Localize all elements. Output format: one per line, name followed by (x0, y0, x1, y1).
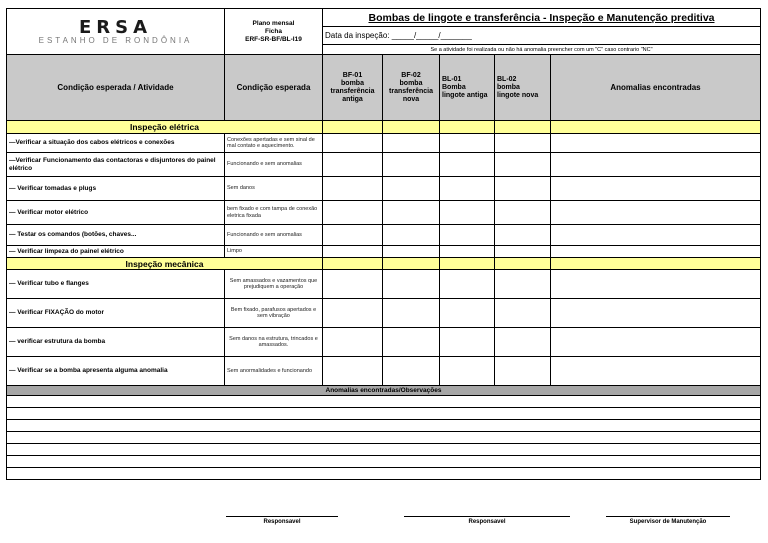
anomaly-cell[interactable] (551, 153, 761, 177)
bf01-line4: antiga (342, 95, 363, 103)
anomaly-cell[interactable] (551, 328, 761, 357)
inspection-sheet (6, 8, 760, 480)
bf02-line1: BF-02 (401, 71, 421, 79)
plan-line1: Plano mensal (252, 19, 295, 27)
check-cell[interactable] (323, 201, 383, 225)
activity-cell: —Verificar a situação dos cabos elétricos e conexões (7, 134, 225, 153)
check-cell[interactable] (440, 153, 495, 177)
section-mechanical-title: Inspeção mecânica (7, 258, 323, 270)
bf02-line3: transferência (389, 87, 433, 95)
observation-line[interactable] (7, 408, 761, 420)
bf01-line2: bomba (341, 79, 364, 87)
check-cell[interactable] (440, 299, 495, 328)
activity-cell: — Verificar tubo e flanges (7, 270, 225, 299)
activity-cell: —Verificar Funcionamento das contactoras e disjuntores do painel elétrico (7, 153, 225, 177)
check-cell[interactable] (495, 357, 551, 386)
check-cell[interactable] (383, 270, 440, 299)
col-header-bl02 (495, 55, 551, 121)
observation-line[interactable] (7, 444, 761, 456)
check-cell[interactable] (323, 225, 383, 246)
condition-cell: Sem amassados e vazamentos que prejudiquem a operação (225, 270, 323, 299)
anomaly-cell[interactable] (551, 177, 761, 201)
table-row (7, 177, 761, 201)
company-logo (7, 9, 225, 55)
form-title: Bombas de lingote e transferência - Inspeção e Manutenção preditiva (323, 9, 761, 27)
bf02-line2: bomba (399, 79, 423, 87)
check-cell[interactable] (440, 225, 495, 246)
check-cell[interactable] (383, 328, 440, 357)
logo-name: ERSA (78, 17, 153, 38)
signature-supervisor: Supervisor de Manutenção (606, 516, 730, 525)
check-cell[interactable] (440, 201, 495, 225)
anomaly-cell[interactable] (551, 357, 761, 386)
check-cell[interactable] (495, 299, 551, 328)
inspection-date-field[interactable]: Data da inspeção: _____/_____/_______ (323, 27, 761, 45)
check-cell[interactable] (495, 246, 551, 258)
observation-line[interactable] (7, 456, 761, 468)
fill-instruction: Se a atividade foi realizada ou não há anomalia preencher com um "C" caso contrario "NC" (323, 45, 761, 55)
check-cell[interactable] (383, 225, 440, 246)
anomaly-cell[interactable] (551, 201, 761, 225)
check-cell[interactable] (440, 328, 495, 357)
table-row (7, 246, 761, 258)
activity-cell: — verificar estrutura da bomba (7, 328, 225, 357)
check-cell[interactable] (383, 153, 440, 177)
inspection-table (6, 8, 761, 480)
plan-line2: Ficha (265, 27, 282, 35)
condition-cell: Conexões apertadas e sem sinal de mal contato e aquecimento. (225, 134, 323, 153)
bl01-line3: lingote antiga (442, 91, 488, 99)
check-cell[interactable] (323, 357, 383, 386)
table-row (7, 328, 761, 357)
check-cell[interactable] (440, 270, 495, 299)
col-header-condition: Condição esperada (225, 55, 323, 121)
activity-cell: — Verificar motor elétrico (7, 201, 225, 225)
check-cell[interactable] (323, 153, 383, 177)
check-cell[interactable] (440, 357, 495, 386)
table-row (7, 357, 761, 386)
anomaly-cell[interactable] (551, 134, 761, 153)
col-header-activity: Condição esperada / Atividade (7, 55, 225, 121)
activity-cell: — Verificar se a bomba apresenta alguma anomalia (7, 357, 225, 386)
check-cell[interactable] (323, 246, 383, 258)
check-cell[interactable] (323, 134, 383, 153)
check-cell[interactable] (323, 270, 383, 299)
condition-cell: Sem danos (225, 177, 323, 201)
section-electrical-title: Inspeção elétrica (7, 121, 323, 134)
table-row (7, 153, 761, 177)
table-row (7, 134, 761, 153)
bl02-line3: lingote nova (497, 91, 539, 99)
anomaly-cell[interactable] (551, 299, 761, 328)
check-cell[interactable] (440, 134, 495, 153)
signature-responsible-1: Responsavel (226, 516, 338, 525)
activity-cell: — Testar os comandos (botões, chaves... (7, 225, 225, 246)
plan-line3: ERF-SR-BF/BL-I19 (245, 35, 302, 43)
condition-cell: Limpo (225, 246, 323, 258)
bl01-line1: BL-01 (442, 75, 462, 83)
check-cell[interactable] (495, 134, 551, 153)
observation-line[interactable] (7, 396, 761, 408)
bl02-line2: bomba (497, 83, 520, 91)
condition-cell: Sem danos na estrutura, trincados e amassados. (225, 328, 323, 357)
table-row (7, 270, 761, 299)
check-cell[interactable] (323, 299, 383, 328)
col-header-bf01 (323, 55, 383, 121)
bf01-line1: BF-01 (342, 71, 363, 79)
observation-line[interactable] (7, 468, 761, 480)
activity-cell: — Verificar FIXAÇÃO do motor (7, 299, 225, 328)
check-cell[interactable] (383, 201, 440, 225)
observation-line[interactable] (7, 420, 761, 432)
signature-responsible-2: Responsavel (404, 516, 570, 525)
check-cell[interactable] (323, 328, 383, 357)
check-cell[interactable] (383, 357, 440, 386)
condition-cell: Funcionando e sem anomalias (225, 153, 323, 177)
table-row (7, 299, 761, 328)
col-header-bl01 (440, 55, 495, 121)
plan-info (225, 9, 323, 55)
bl02-line1: BL-02 (497, 75, 517, 83)
observation-line[interactable] (7, 432, 761, 444)
table-row (7, 225, 761, 246)
check-cell[interactable] (495, 328, 551, 357)
check-cell[interactable] (495, 225, 551, 246)
check-cell[interactable] (383, 177, 440, 201)
bl01-line2: Bomba (442, 83, 466, 91)
check-cell[interactable] (440, 246, 495, 258)
check-cell[interactable] (495, 201, 551, 225)
table-row (7, 201, 761, 225)
check-cell[interactable] (440, 177, 495, 201)
condition-cell: Sem anormalidades e funcionando (225, 357, 323, 386)
condition-cell: bem fixado e com tampa de conexão eletrica fixada (225, 201, 323, 225)
check-cell[interactable] (495, 270, 551, 299)
bf02-line4: nova (402, 95, 420, 103)
check-cell[interactable] (383, 299, 440, 328)
signature-area (0, 516, 768, 536)
check-cell[interactable] (323, 177, 383, 201)
observations-title: Anomalias encontradas/Observações (7, 386, 761, 396)
col-header-anomalies: Anomalias encontradas (551, 55, 761, 121)
anomaly-cell[interactable] (551, 270, 761, 299)
activity-cell: — Verificar tomadas e plugs (7, 177, 225, 201)
check-cell[interactable] (383, 134, 440, 153)
condition-cell: Funcionando e sem anomalias (225, 225, 323, 246)
anomaly-cell[interactable] (551, 225, 761, 246)
anomaly-cell[interactable] (551, 246, 761, 258)
activity-cell: — Verificar limpeza do painel elétrico (7, 246, 225, 258)
col-header-bf02 (383, 55, 440, 121)
condition-cell: Bem fixado, parafusos apertados e sem vibração (225, 299, 323, 328)
check-cell[interactable] (495, 153, 551, 177)
logo-tagline: ESTANHO DE RONDÔNIA (38, 36, 193, 45)
check-cell[interactable] (495, 177, 551, 201)
bf01-line3: transferência (330, 87, 375, 95)
check-cell[interactable] (383, 246, 440, 258)
